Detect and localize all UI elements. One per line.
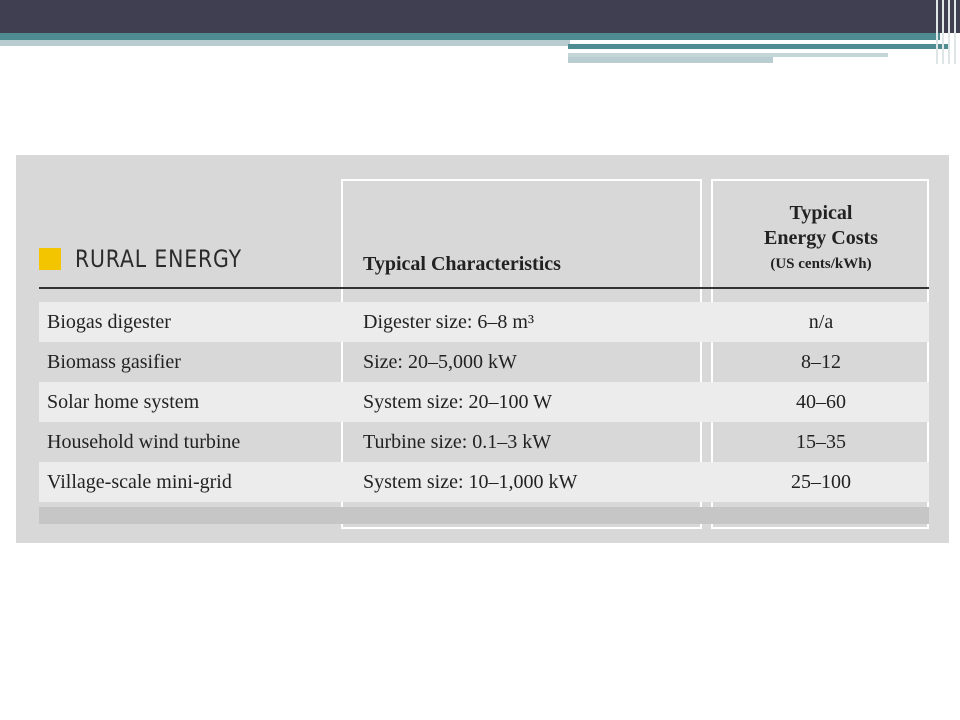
table-title: RURAL ENERGY <box>75 245 242 273</box>
accent-stripe-right-short <box>568 57 773 63</box>
system-characteristics: System size: 10–1,000 kW <box>363 470 578 493</box>
system-name: Household wind turbine <box>47 430 241 453</box>
yellow-square-icon <box>39 248 61 270</box>
system-characteristics: Turbine size: 0.1–3 kW <box>363 430 552 453</box>
accent-stripe-right <box>568 44 948 49</box>
system-name: Biogas digester <box>47 310 171 333</box>
column-header-costs <box>713 201 929 273</box>
costs-header-line1: Typical <box>789 202 853 224</box>
rural-energy-table <box>16 155 949 543</box>
table-row <box>39 422 929 462</box>
system-name: Village-scale mini-grid <box>47 470 232 493</box>
table-body <box>39 302 929 502</box>
system-characteristics: System size: 20–100 W <box>363 390 553 413</box>
corner-decoration <box>930 0 960 64</box>
table-row <box>39 462 929 502</box>
system-cost: 40–60 <box>796 390 846 413</box>
system-cost: 15–35 <box>796 430 846 453</box>
table-row <box>39 302 929 342</box>
system-characteristics: Digester size: 6–8 m³ <box>363 310 534 333</box>
column-header-characteristics: Typical Characteristics <box>363 253 561 275</box>
table-row <box>39 382 929 422</box>
costs-header-unit: (US cents/kWh) <box>770 256 872 272</box>
system-cost: 25–100 <box>791 470 851 493</box>
accent-stripe-light <box>0 40 570 46</box>
header-divider <box>39 287 929 289</box>
system-name: Biomass gasifier <box>47 350 181 373</box>
table-heading <box>39 245 271 273</box>
costs-header-line2: Energy Costs <box>764 227 878 249</box>
system-characteristics: Size: 20–5,000 kW <box>363 350 517 373</box>
system-name: Solar home system <box>47 390 200 413</box>
accent-stripe <box>0 33 940 40</box>
system-cost: n/a <box>808 310 834 333</box>
table-row <box>39 342 929 382</box>
table-footer-strip <box>39 507 929 524</box>
slide-title-bar <box>0 0 960 33</box>
system-cost: 8–12 <box>801 350 841 373</box>
